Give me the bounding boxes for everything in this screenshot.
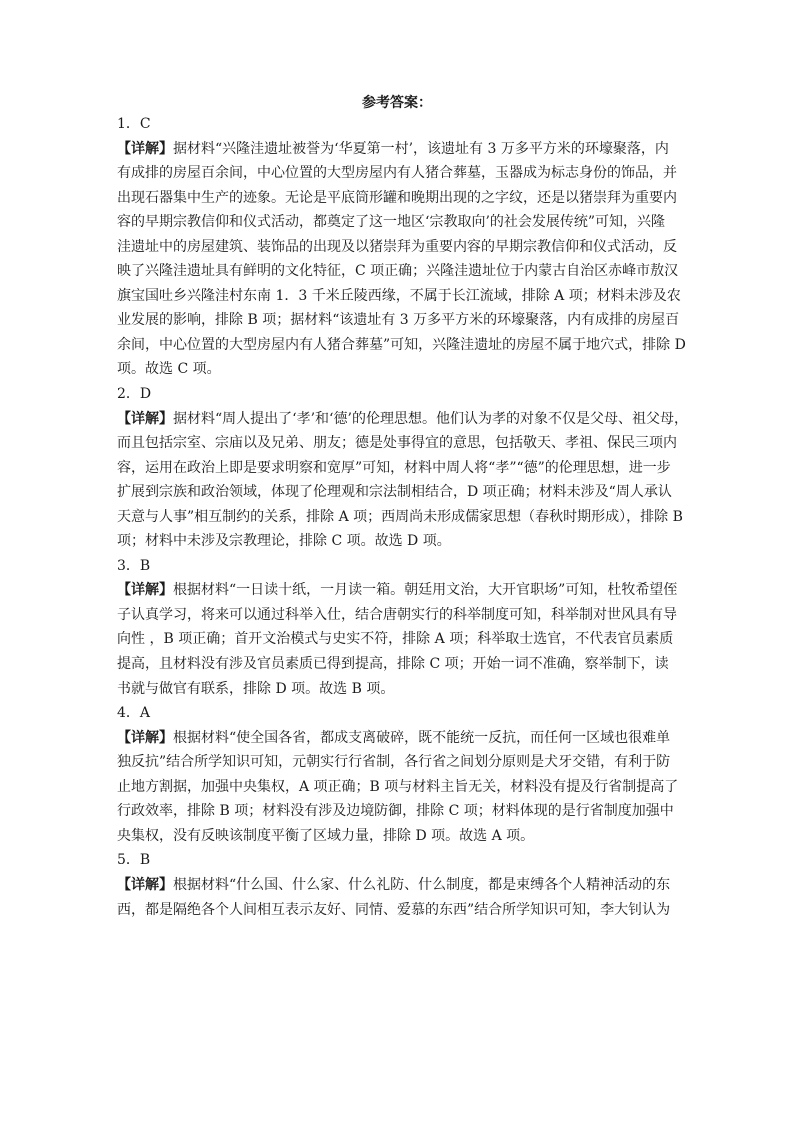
detail-tag: 【详解】 xyxy=(117,876,173,893)
answer-number: 4．A xyxy=(117,705,151,722)
detail-tag: 【详解】 xyxy=(117,582,173,599)
answer-text-line: 提高，且材料没有涉及官员素质已得到提高，排除 C 项；开始一词不准确，察举制下，读 xyxy=(117,656,669,673)
answer-text-line: 【详解】根据材料“使全国各省，都成支离破碎，既不能统一反抗，而任何一区域也很难单 xyxy=(117,729,671,746)
answer-text-line: 业发展的影响，排除 B 项；据材料“该遗址有 3 万多平方米的环壕聚落，内有成排的房屋百 xyxy=(117,312,680,329)
answer-text-line: 行政效率，排除 B 项；材料没有涉及边境防御，排除 C 项；材料体现的是行省制度加强中 xyxy=(117,803,674,820)
answer-text-line: 出现石器集中生产的迹象。无论是平底筒形罐和晚期出现的之字纹，还是以猪崇拜为重要内 xyxy=(117,189,677,206)
page-title: 参考答案： xyxy=(362,95,432,111)
answer-text-line: 容的早期宗教信仰和仪式活动，都奠定了这一地区‘宗教取向’的社会发展传统”可知，兴隆 xyxy=(117,214,666,231)
detail-tag: 【详解】 xyxy=(117,410,173,427)
answer-number: 2．D xyxy=(117,386,152,403)
detail-tag: 【详解】 xyxy=(117,729,173,746)
answer-text-line: 【详解】据材料“兴隆洼遗址被誉为‘华夏第一村’，该遗址有 3 万多平方米的环壕聚落，内 xyxy=(117,140,669,157)
answer-text-line: 映了兴隆洼遗址具有鲜明的文化特征，C 项正确；兴隆洼遗址位于内蒙古自治区赤峰市敖汉 xyxy=(117,263,679,280)
answer-text-line: 而且包括宗室、宗庙以及兄弟、朋友；德是处事得宜的意思，包括敬天、孝祖、保民三项内 xyxy=(117,435,677,452)
answer-text-line: 扩展到宗族和政治领域，体现了伦理观和宗法制相结合，D 项正确；材料未涉及“周人承认 xyxy=(117,484,672,501)
answer-text-line: 书就与做官有联系，排除 D 项。故选 B 项。 xyxy=(117,680,395,697)
answer-text-line: 天意与人事”相互制约的关系，排除 A 项；西周尚未形成儒家思想（春秋时期形成），排除 B xyxy=(117,508,683,525)
answer-number: 5．B xyxy=(117,852,151,869)
answer-text-line: 项；材料中未涉及宗教理论，排除 C 项。故选 D 项。 xyxy=(117,533,451,550)
answer-list xyxy=(117,112,688,922)
answer-text-line: 余间，中心位置的大型房屋内有人猪合葬墓”可知，兴隆洼遗址的房屋不属于地穴式，排除 D xyxy=(117,336,686,353)
answer-text-line: 【详解】据材料“周人提出了‘孝’和‘德’的伦理思想。他们认为孝的对象不仅是父母、祖父母， xyxy=(117,410,688,427)
answer-text-line: 止地方割据，加强中央集权，A 项正确；B 项与材料主旨无关，材料没有提及行省制提高了 xyxy=(117,778,679,795)
detail-tag: 【详解】 xyxy=(117,140,173,157)
answer-text-line: 独反抗”结合所学知识可知，元朝实行行省制，各行省之间划分原则是犬牙交错，有利于防 xyxy=(117,754,671,771)
answer-text-line: 子认真学习，将来可以通过科举入仕，结合唐朝实行的科举制度可知，科举制对世风具有导 xyxy=(117,606,677,623)
answer-number: 1．C xyxy=(117,116,151,132)
answer-text-line: 项。故选 C 项。 xyxy=(117,361,221,378)
answer-text-line: 【详解】根据材料“什么国、什么家、什么礼防、什么制度，都是束缚各个人精神活动的东 xyxy=(117,876,671,893)
answer-text-line: 央集权，没有反映该制度平衡了区域力量，排除 D 项。故选 A 项。 xyxy=(117,827,535,844)
answer-text-line: 西，都是隔绝各个人间相互表示友好、同情、爱慕的东西”结合所学知识可知，李大钊认为 xyxy=(117,901,671,918)
answer-text-line: 向性 ，B 项正确；首开文治模式与史实不符，排除 A 项；科举取士选官，不代表官员素质 xyxy=(117,631,674,648)
answer-number: 3．B xyxy=(117,557,151,574)
answer-text-line: 洼遗址中的房屋建筑、装饰品的出现及以猪崇拜为重要内容的早期宗教信仰和仪式活动，反 xyxy=(117,238,677,255)
answer-text-line: 【详解】根据材料“一日读十纸，一月读一箱。朝廷用文治，大开官职场”可知，杜牧希望侄 xyxy=(117,582,678,599)
answer-text-line: 容，运用在政治上即是要求明察和宽厚”可知，材料中周人将“孝”“德”的伦理思想，进一步 xyxy=(117,459,671,476)
answer-text-line: 有成排的房屋百余间，中心位置的大型房屋内有人猪合葬墓，玉器成为标志身份的饰品，并 xyxy=(117,165,677,182)
answer-text-line: 旗宝国吐乡兴隆洼村东南 1．3 千米丘陵西缘，不属于长江流域，排除 A 项；材料未涉及农 xyxy=(117,287,681,304)
